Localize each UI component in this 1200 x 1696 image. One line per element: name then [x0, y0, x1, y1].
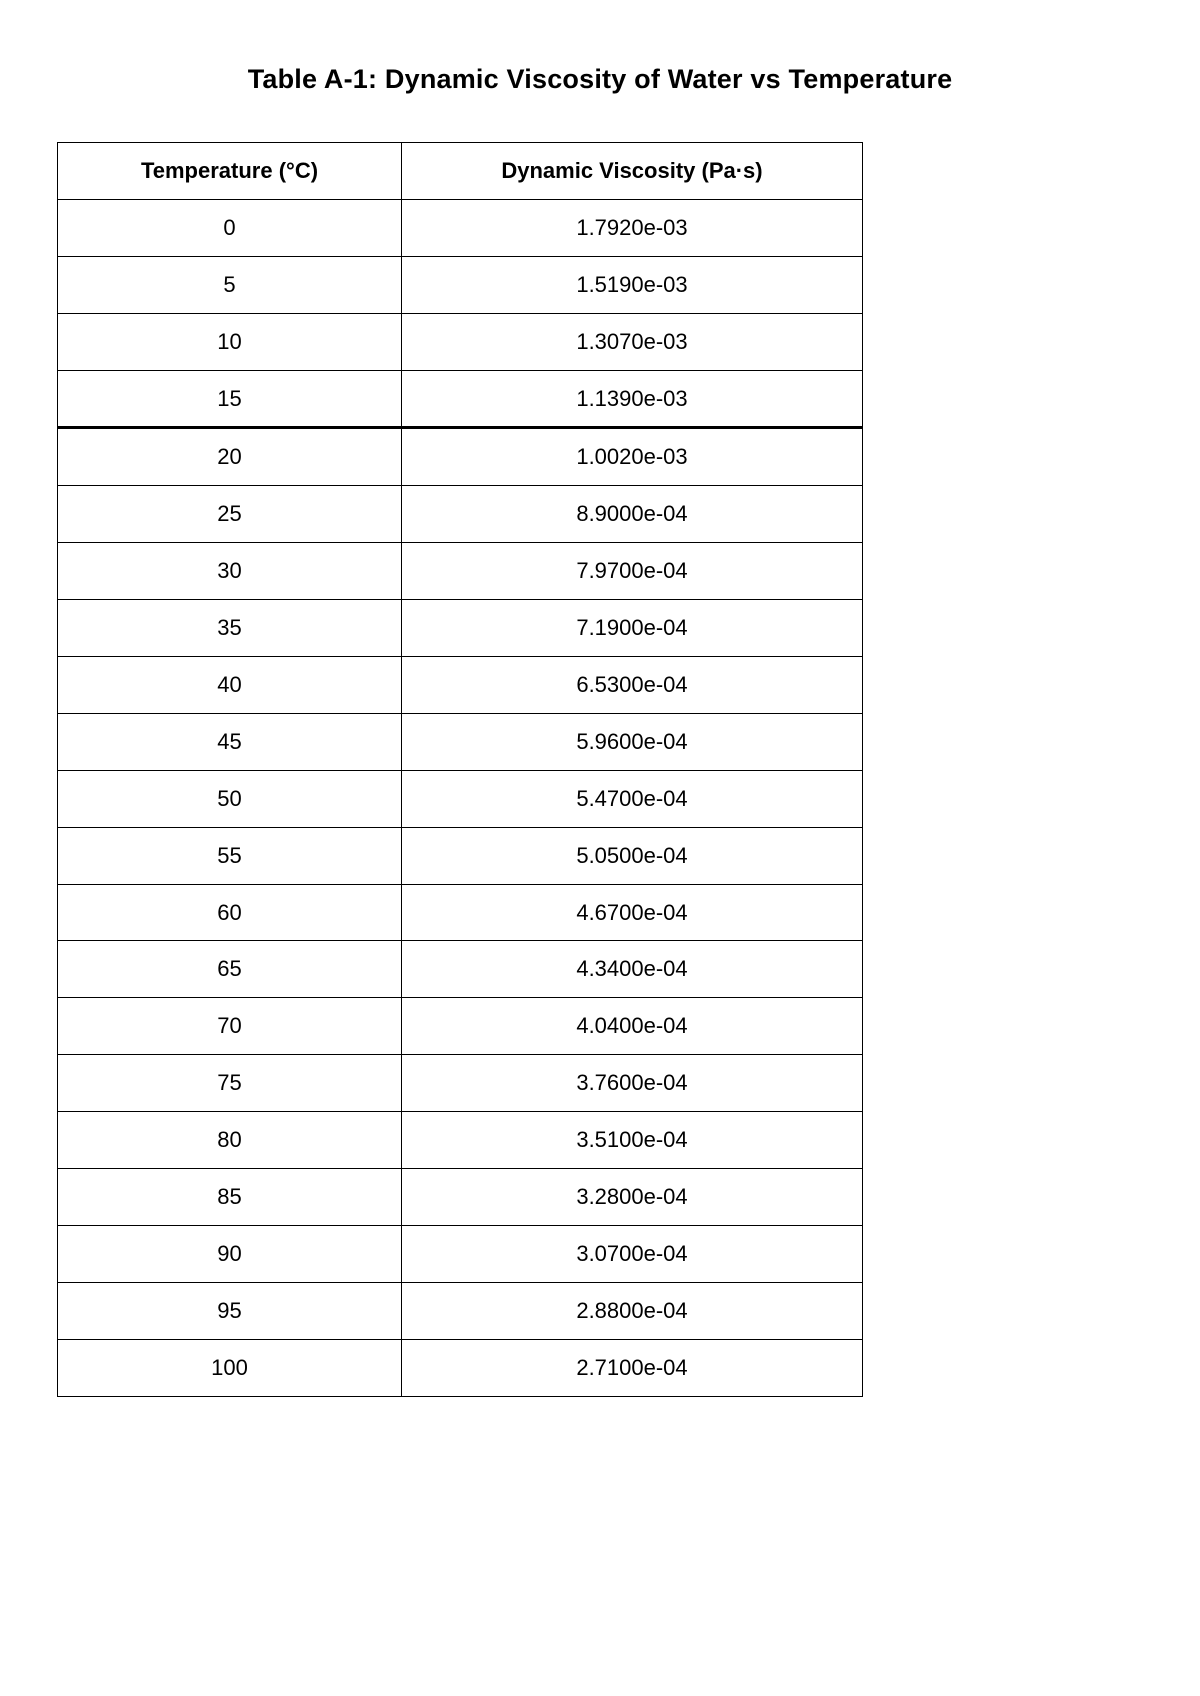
- temperature-cell: 90: [58, 1225, 402, 1282]
- viscosity-table: [57, 142, 863, 1397]
- temperature-cell: 45: [58, 713, 402, 770]
- viscosity-cell: 5.9600e-04: [402, 713, 863, 770]
- temperature-cell: 30: [58, 543, 402, 600]
- temperature-cell: 50: [58, 770, 402, 827]
- temperature-cell: 85: [58, 1169, 402, 1226]
- temperature-cell: 95: [58, 1282, 402, 1339]
- table-row: [58, 543, 863, 600]
- temperature-cell: 100: [58, 1339, 402, 1396]
- table-row: [58, 1339, 863, 1396]
- temperature-cell: 10: [58, 313, 402, 370]
- table-row: [58, 1112, 863, 1169]
- temperature-cell: 5: [58, 256, 402, 313]
- viscosity-cell: 4.3400e-04: [402, 941, 863, 998]
- temperature-cell: 75: [58, 1055, 402, 1112]
- viscosity-cell: 3.2800e-04: [402, 1169, 863, 1226]
- temperature-cell: 40: [58, 657, 402, 714]
- table-row: [58, 600, 863, 657]
- viscosity-cell: 6.5300e-04: [402, 657, 863, 714]
- viscosity-cell: 7.9700e-04: [402, 543, 863, 600]
- temperature-cell: 65: [58, 941, 402, 998]
- viscosity-cell: 2.7100e-04: [402, 1339, 863, 1396]
- temperature-cell: 70: [58, 998, 402, 1055]
- temperature-cell: 25: [58, 486, 402, 543]
- table-row: [58, 713, 863, 770]
- table-row: [58, 256, 863, 313]
- viscosity-cell: 2.8800e-04: [402, 1282, 863, 1339]
- table-row: [58, 486, 863, 543]
- viscosity-cell: 5.0500e-04: [402, 827, 863, 884]
- table-container: [57, 142, 863, 1397]
- viscosity-cell: 1.1390e-03: [402, 370, 863, 428]
- table-row: [58, 770, 863, 827]
- viscosity-cell: 3.5100e-04: [402, 1112, 863, 1169]
- viscosity-cell: 5.4700e-04: [402, 770, 863, 827]
- viscosity-cell: 4.6700e-04: [402, 884, 863, 941]
- table-row: [58, 998, 863, 1055]
- viscosity-cell: 3.0700e-04: [402, 1225, 863, 1282]
- column-header-viscosity: Dynamic Viscosity (Pa·s): [402, 143, 863, 200]
- table-row: [58, 657, 863, 714]
- table-row: [58, 1055, 863, 1112]
- viscosity-cell: 8.9000e-04: [402, 486, 863, 543]
- table-row: [58, 199, 863, 256]
- table-row: [58, 313, 863, 370]
- column-header-temperature: Temperature (°C): [58, 143, 402, 200]
- table-row: [58, 941, 863, 998]
- viscosity-cell: 7.1900e-04: [402, 600, 863, 657]
- table-row: [58, 1225, 863, 1282]
- viscosity-cell: 4.0400e-04: [402, 998, 863, 1055]
- table-row: [58, 1169, 863, 1226]
- temperature-cell: 60: [58, 884, 402, 941]
- temperature-cell: 55: [58, 827, 402, 884]
- temperature-cell: 0: [58, 199, 402, 256]
- table-row: [58, 370, 863, 428]
- viscosity-cell: 1.7920e-03: [402, 199, 863, 256]
- table-row: [58, 428, 863, 486]
- temperature-cell: 35: [58, 600, 402, 657]
- temperature-cell: 80: [58, 1112, 402, 1169]
- table-title: Table A-1: Dynamic Viscosity of Water vs Temperature: [247, 64, 953, 94]
- table-row: [58, 884, 863, 941]
- viscosity-cell: 1.3070e-03: [402, 313, 863, 370]
- temperature-cell: 20: [58, 428, 402, 486]
- header-row: [58, 143, 863, 200]
- temperature-cell: 15: [58, 370, 402, 428]
- viscosity-cell: 3.7600e-04: [402, 1055, 863, 1112]
- viscosity-cell: 1.5190e-03: [402, 256, 863, 313]
- table-row: [58, 827, 863, 884]
- table-row: [58, 1282, 863, 1339]
- viscosity-cell: 1.0020e-03: [402, 428, 863, 486]
